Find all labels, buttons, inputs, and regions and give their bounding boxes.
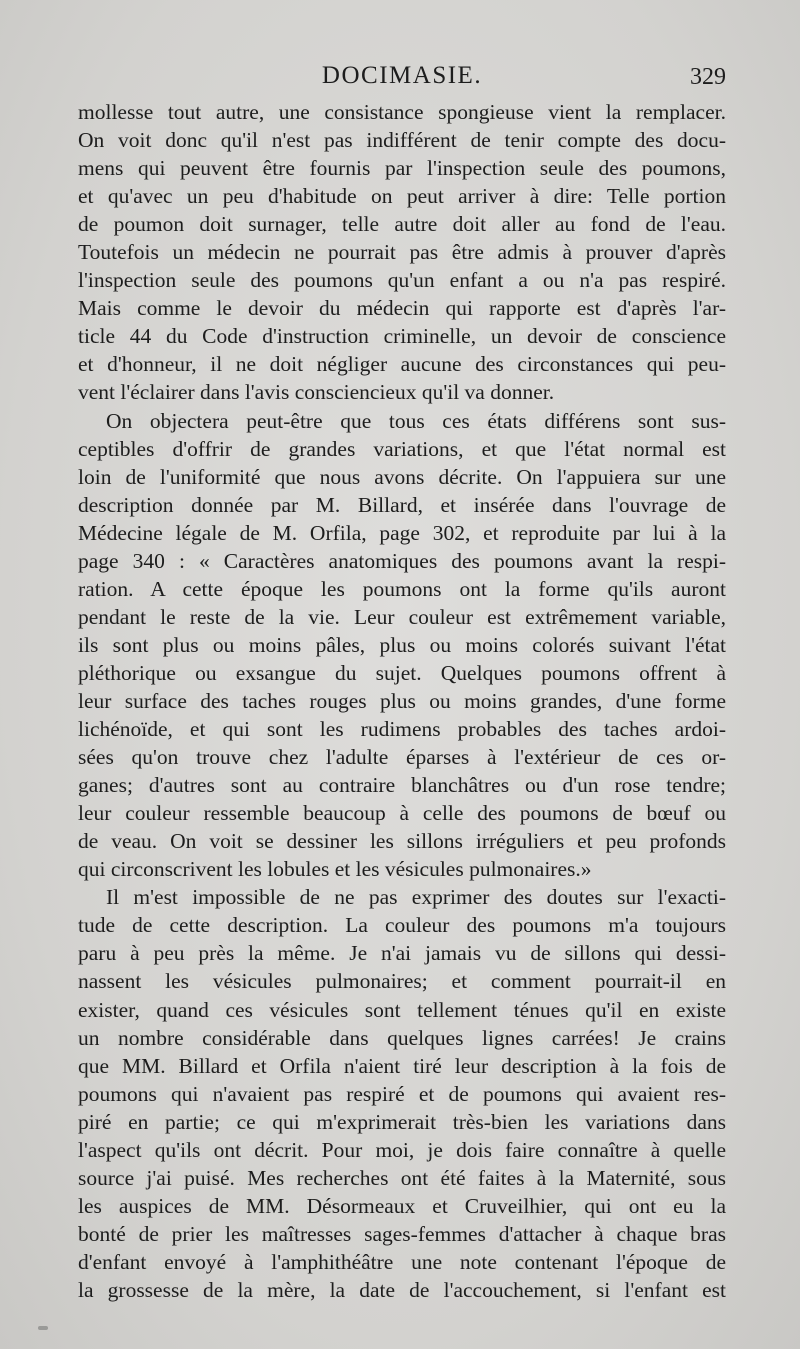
text-line: paru à peu près la même. Je n'ai jamais vu de sillons qui dessi- — [78, 941, 726, 966]
running-title: DOCIMASIE. — [321, 62, 483, 89]
text-line: loin de l'uniformité que nous avons décrite. On l'appuiera sur une — [78, 464, 726, 489]
text-line: ticle 44 du Code d'instruction criminelle, un devoir de conscience — [78, 324, 726, 349]
body-text — [78, 98, 726, 1304]
text-line: pléthorique ou exsangue du sujet. Quelques poumons offrent à — [78, 660, 726, 685]
text-line: un nombre considérable dans quelques lignes carrées! Je crains — [78, 1025, 726, 1050]
paragraph-first-line: On objectera peut-être que tous ces états différens sont sus- — [106, 408, 726, 433]
paragraph-first-line: Il m'est impossible de ne pas exprimer des doutes sur l'exacti- — [106, 885, 726, 910]
text-line: que MM. Billard et Orfila n'aient tiré leur description à la fois de — [78, 1053, 726, 1078]
text-line: bonté de prier les maîtresses sages-femmes d'attacher à chaque bras — [78, 1221, 726, 1246]
text-line: piré en partie; ce qui m'exprimerait très-bien les variations dans — [78, 1109, 726, 1134]
text-line: et qu'avec un peu d'habitude on peut arriver à dire: Telle portion — [78, 184, 726, 209]
text-line: leur couleur ressemble beaucoup à celle des poumons de bœuf ou — [78, 801, 726, 826]
page-number: 329 — [690, 64, 726, 90]
text-line: Toutefois un médecin ne pourrait pas être admis à prouver d'après — [78, 240, 726, 265]
text-line: tude de cette description. La couleur des poumons m'a toujours — [78, 913, 726, 938]
text-line: ceptibles d'offrir de grandes variations, et que l'état normal est — [78, 436, 726, 461]
text-line: On voit donc qu'il n'est pas indifférent de tenir compte des docu- — [78, 128, 726, 153]
text-line: source j'ai puisé. Mes recherches ont été faites à la Maternité, sous — [78, 1165, 726, 1190]
text-line: mollesse tout autre, une consistance spongieuse vient la remplacer. — [78, 100, 726, 124]
page-header — [78, 62, 726, 96]
text-line: nassent les vésicules pulmonaires; et comment pourrait-il en — [78, 969, 726, 994]
text-line: poumons qui n'avaient pas respiré et de poumons qui avaient res- — [78, 1081, 726, 1106]
text-line: description donnée par M. Billard, et insérée dans l'ouvrage de — [78, 492, 726, 517]
text-line: de veau. On voit se dessiner les sillons irréguliers et peu profonds — [78, 829, 726, 854]
ink-speck — [38, 1326, 48, 1330]
text-line: l'inspection seule des poumons qu'un enfant a ou n'a pas respiré. — [78, 268, 726, 293]
text-line: leur surface des taches rouges plus ou moins grandes, d'une forme — [78, 688, 726, 713]
text-line: la grossesse de la mère, la date de l'accouchement, si l'enfant est — [78, 1277, 726, 1302]
text-line: ration. A cette époque les poumons ont la forme qu'ils auront — [78, 576, 726, 601]
text-line: les auspices de MM. Désormeaux et Cruveilhier, qui ont eu la — [78, 1193, 726, 1218]
text-line: qui circonscrivent les lobules et les vésicules pulmonaires.» — [78, 857, 592, 882]
text-line: vent l'éclairer dans l'avis consciencieux qu'il va donner. — [78, 380, 555, 405]
text-line: Médecine légale de M. Orfila, page 302, et reproduite par lui à la — [78, 520, 726, 545]
text-line: et d'honneur, il ne doit négliger aucune des circonstances qui peu- — [78, 352, 726, 377]
text-line: page 340 : « Caractères anatomiques des poumons avant la respi- — [78, 548, 726, 573]
text-line: pendant le reste de la vie. Leur couleur est extrêmement variable, — [78, 604, 726, 629]
text-line: lichénoïde, et qui sont les rudimens probables des taches ardoi- — [78, 717, 726, 742]
text-line: l'aspect qu'ils ont décrit. Pour moi, je dois faire connaître à quelle — [78, 1137, 726, 1162]
text-line: mens qui peuvent être fournis par l'inspection seule des poumons, — [78, 156, 726, 181]
text-line: d'enfant envoyé à l'amphithéâtre une note contenant l'époque de — [78, 1249, 726, 1274]
text-line: de poumon doit surnager, telle autre doit aller au fond de l'eau. — [78, 212, 726, 237]
text-line: sées qu'on trouve chez l'adulte éparses à l'extérieur de ces or- — [78, 745, 726, 770]
text-line: ganes; d'autres sont au contraire blanchâtres ou d'un rose tendre; — [78, 773, 726, 798]
text-line: exister, quand ces vésicules sont tellement ténues qu'il en existe — [78, 997, 726, 1022]
text-line: Mais comme le devoir du médecin qui rapporte est d'après l'ar- — [78, 296, 726, 321]
text-line: ils sont plus ou moins pâles, plus ou moins colorés suivant l'état — [78, 632, 726, 657]
